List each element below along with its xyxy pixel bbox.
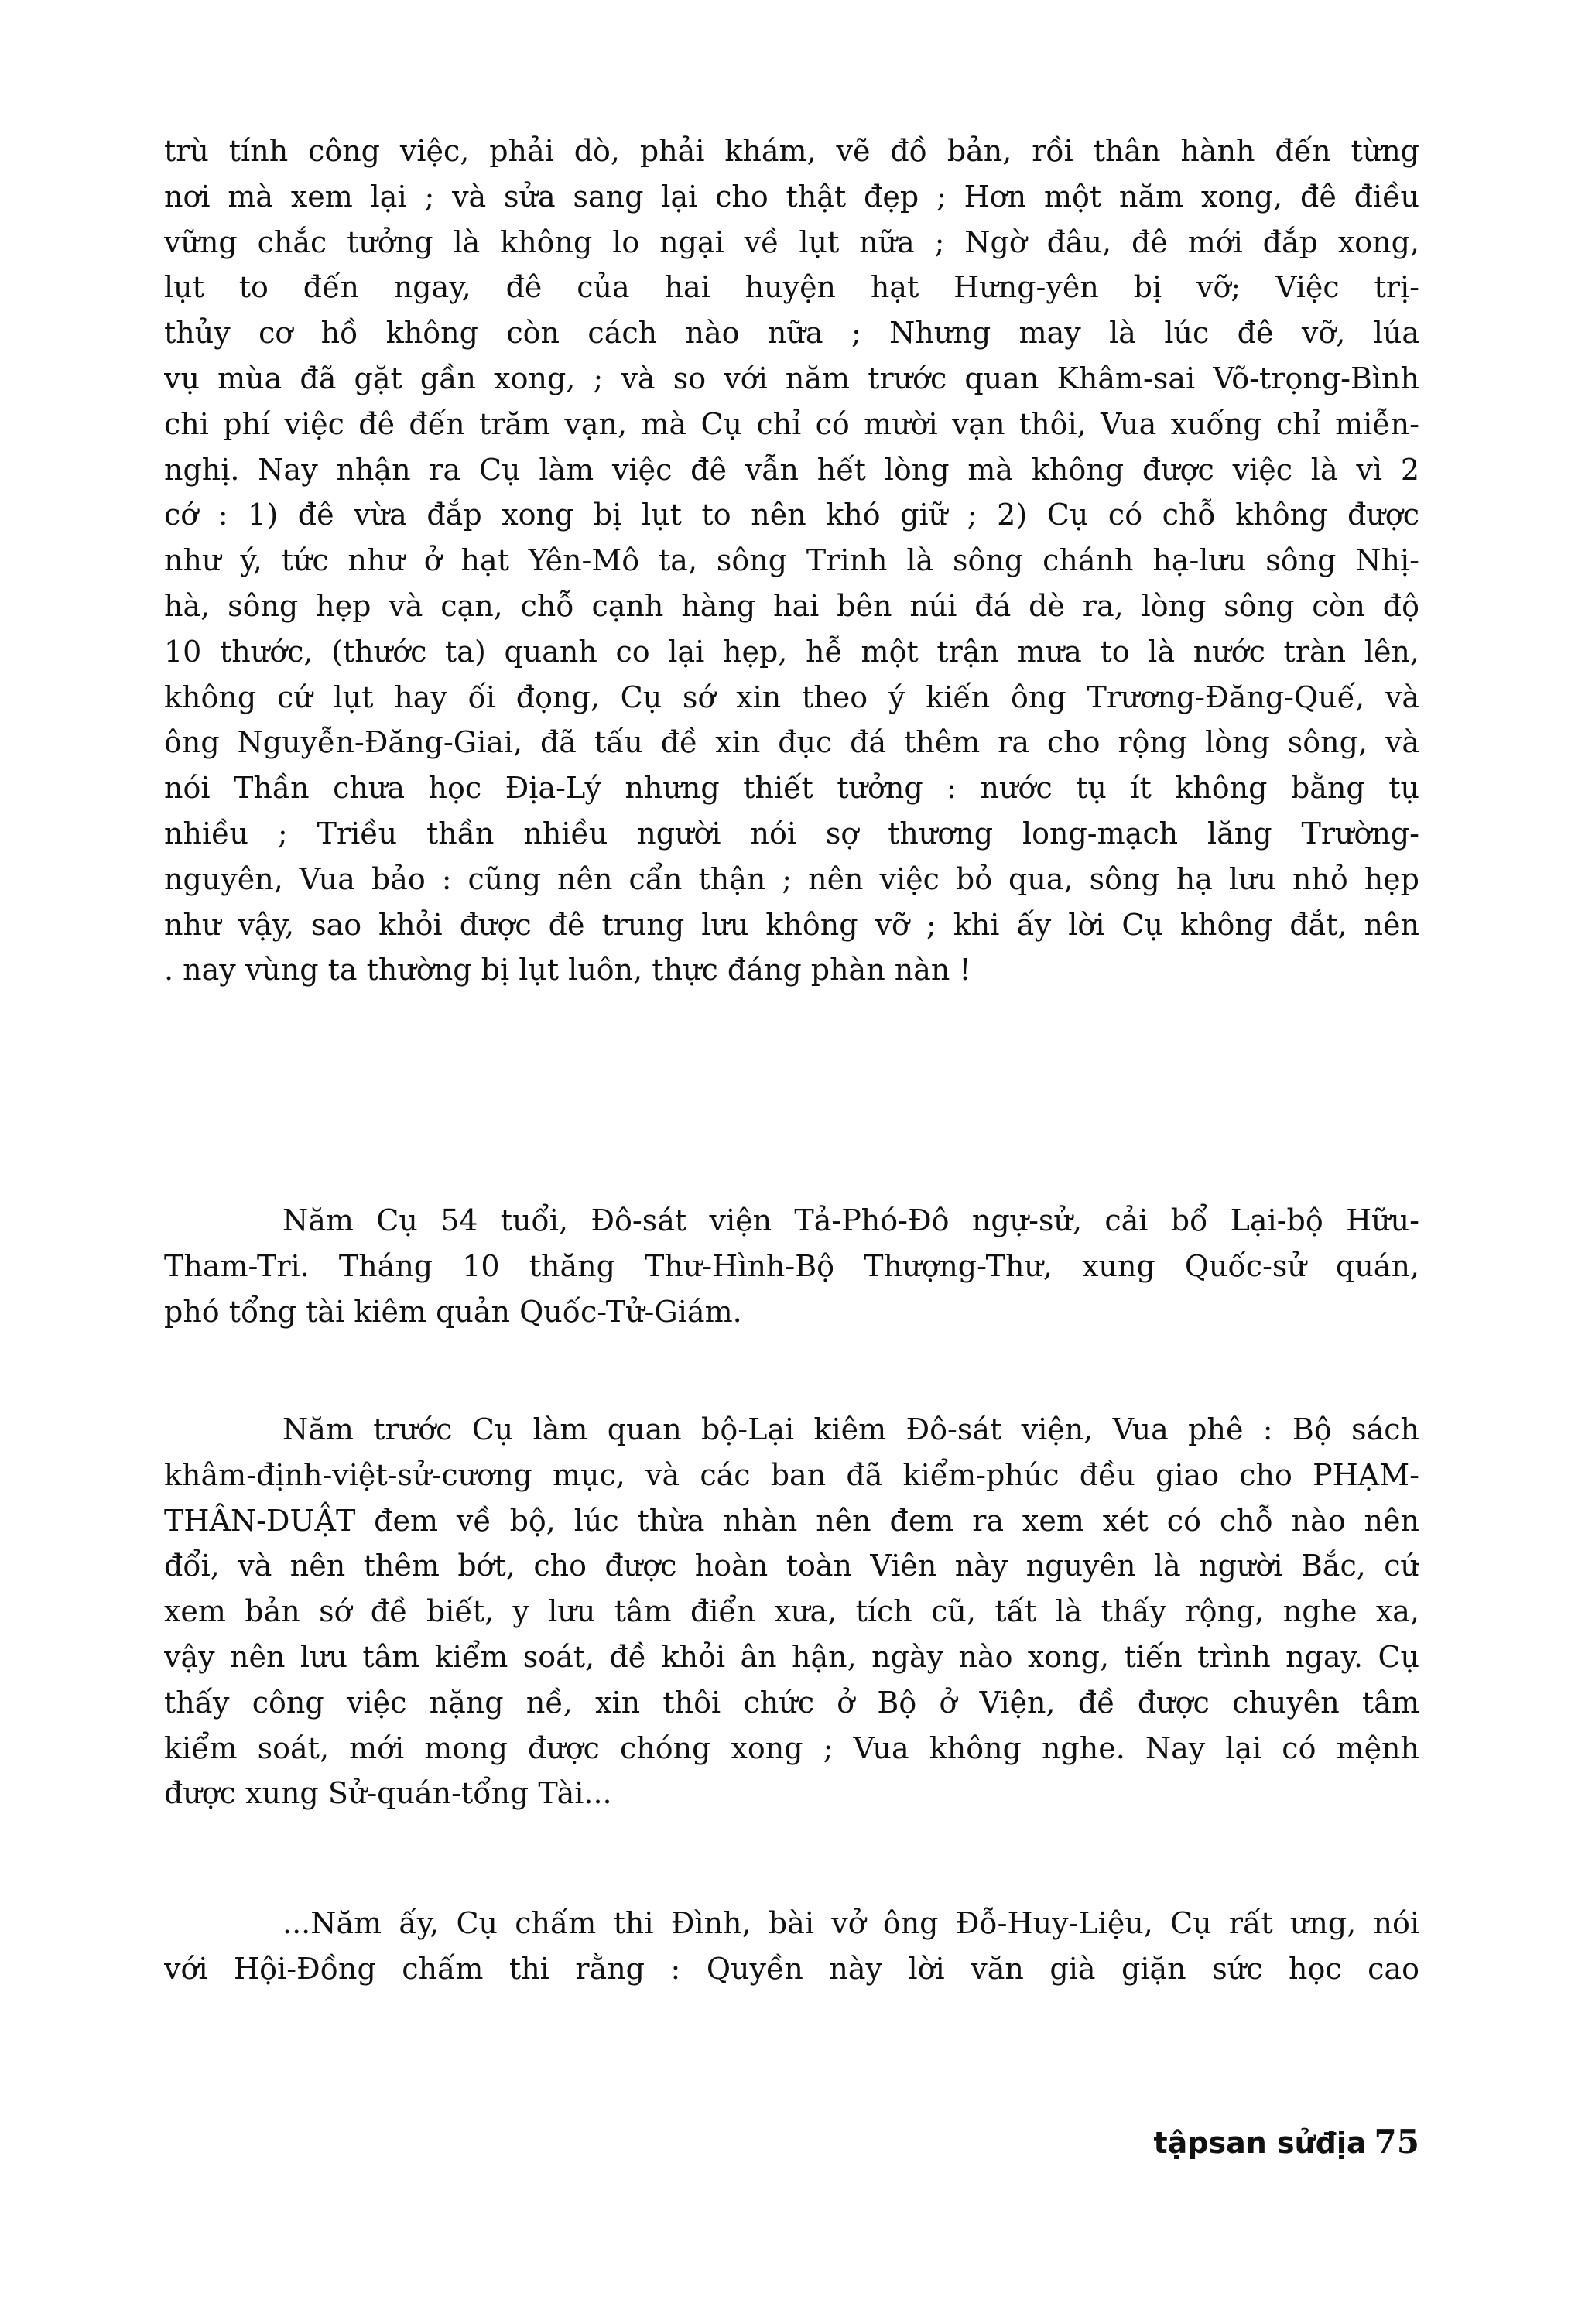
text-line: 10 thước, (thước ta) quanh co lại hẹp, hễ một trận mưa to là nước tràn lên, <box>164 634 1419 669</box>
text-line: Năm Cụ 54 tuổi, Đô-sát viện Tả-Phó-Đô ngự-sử, cải bổ Lại-bộ Hữu- <box>282 1203 1419 1237</box>
text-line: nguyên, Vua bảo : cũng nên cẩn thận ; nên việc bỏ qua, sông hạ lưu nhỏ hẹp <box>164 861 1419 896</box>
text-line: được xung Sử-quán-tổng Tài... <box>164 1776 612 1811</box>
text-line: nói Thần chưa học Địa-Lý nhưng thiết tưởng : nước tụ ít không bằng tụ <box>164 771 1419 806</box>
text-line: nghị. Nay nhận ra Cụ làm việc đê vẫn hết lòng mà không được việc là vì 2 <box>164 452 1419 487</box>
page-footer <box>1114 2119 1419 2165</box>
text-line: nơi mà xem lại ; và sửa sang lại cho thật đẹp ; Hơn một năm xong, đê điều <box>164 179 1419 214</box>
text-line: thấy công việc nặng nề, xin thôi chức ở Bộ ở Viện, đề được chuyên tâm <box>164 1685 1419 1720</box>
paragraph-2 <box>164 1198 1419 1334</box>
text-line: khâm-định-việt-sử-cương mục, và các ban đã kiểm-phúc đều giao cho PHẠM- <box>164 1457 1419 1492</box>
text-line: kiểm soát, mới mong được chóng xong ; Vua không nghe. Nay lại có mệnh <box>164 1730 1419 1765</box>
text-line: ông Nguyễn-Đăng-Giai, đã tấu đề xin đục đá thêm ra cho rộng lòng sông, và <box>164 725 1419 760</box>
text-line: cớ : 1) đê vừa đắp xong bị lụt to nên khó giữ ; 2) Cụ có chỗ không được <box>164 498 1419 532</box>
text-line: như ý, tức như ở hạt Yên-Mô ta, sông Trinh là sông chánh hạ-lưu sông Nhị- <box>164 543 1419 578</box>
text-line: hà, sông hẹp và cạn, chỗ cạnh hàng hai bên núi đá dè ra, lòng sông còn độ <box>164 588 1419 623</box>
text-line: không cứ lụt hay ối đọng, Cụ sớ xin theo ý kiến ông Trương-Đăng-Quế, và <box>164 679 1419 714</box>
text-line: xem bản sớ đề biết, y lưu tâm điển xưa, tích cũ, tất là thấy rộng, nghe xa, <box>164 1594 1419 1629</box>
text-line: vững chắc tưởng là không lo ngại về lụt nữa ; Ngờ đâu, đê mới đắp xong, <box>164 224 1419 259</box>
text-line: đổi, và nên thêm bớt, cho được hoàn toàn Viên này nguyên là người Bắc, cứ <box>164 1549 1419 1583</box>
text-line: vụ mùa đã gặt gần xong, ; và so với năm trước quan Khâm-sai Võ-trọng-Bình <box>164 361 1419 395</box>
text-line: Tham-Tri. Tháng 10 thăng Thư-Hình-Bộ Thượng-Thư, xung Quốc-sử quán, <box>164 1248 1419 1283</box>
paragraph-3 <box>164 1407 1419 1816</box>
text-line: thủy cơ hồ không còn cách nào nữa ; Nhưng may là lúc đê vỡ, lúa <box>164 316 1419 351</box>
publication-name: tậpsan sửđịa <box>1153 2126 1367 2160</box>
page-number: 75 <box>1374 2123 1419 2161</box>
text-line: THÂN-DUẬT đem về bộ, lúc thừa nhàn nên đem ra xem xét có chỗ nào nên <box>164 1503 1419 1538</box>
paragraph-1 <box>164 128 1419 993</box>
text-line: Năm trước Cụ làm quan bộ-Lại kiêm Đô-sát viện, Vua phê : Bộ sách <box>282 1412 1419 1446</box>
text-line: chi phí việc đê đến trăm vạn, mà Cụ chỉ có mười vạn thôi, Vua xuống chỉ miễn- <box>164 406 1419 441</box>
text-line: ...Năm ấy, Cụ chấm thi Đình, bài vở ông Đỗ-Huy-Liệu, Cụ rất ưng, nói <box>282 1906 1419 1940</box>
text-line: lụt to đến ngay, đê của hai huyện hạt Hưng-yên bị vỡ; Việc trị- <box>164 270 1419 305</box>
text-line: vậy nên lưu tâm kiểm soát, đề khỏi ân hận, ngày nào xong, tiến trình ngay. Cụ <box>164 1639 1419 1674</box>
text-line: phó tổng tài kiêm quản Quốc-Tử-Giám. <box>164 1294 742 1329</box>
text-line: với Hội-Đồng chấm thi rằng : Quyền này lời văn già giặn sức học cao <box>164 1951 1419 1986</box>
text-line: trù tính công việc, phải dò, phải khám, vẽ đồ bản, rồi thân hành đến từng <box>164 134 1419 168</box>
text-line: như vậy, sao khỏi được đê trung lưu không vỡ ; khi ấy lời Cụ không đắt, nên <box>164 907 1419 942</box>
text-line: nhiều ; Triều thần nhiều người nói sợ thương long-mạch lăng Trường- <box>164 816 1419 851</box>
text-line: . nay vùng ta thường bị lụt luôn, thực đáng phàn nàn ! <box>164 953 971 987</box>
paragraph-4 <box>164 1901 1419 1992</box>
